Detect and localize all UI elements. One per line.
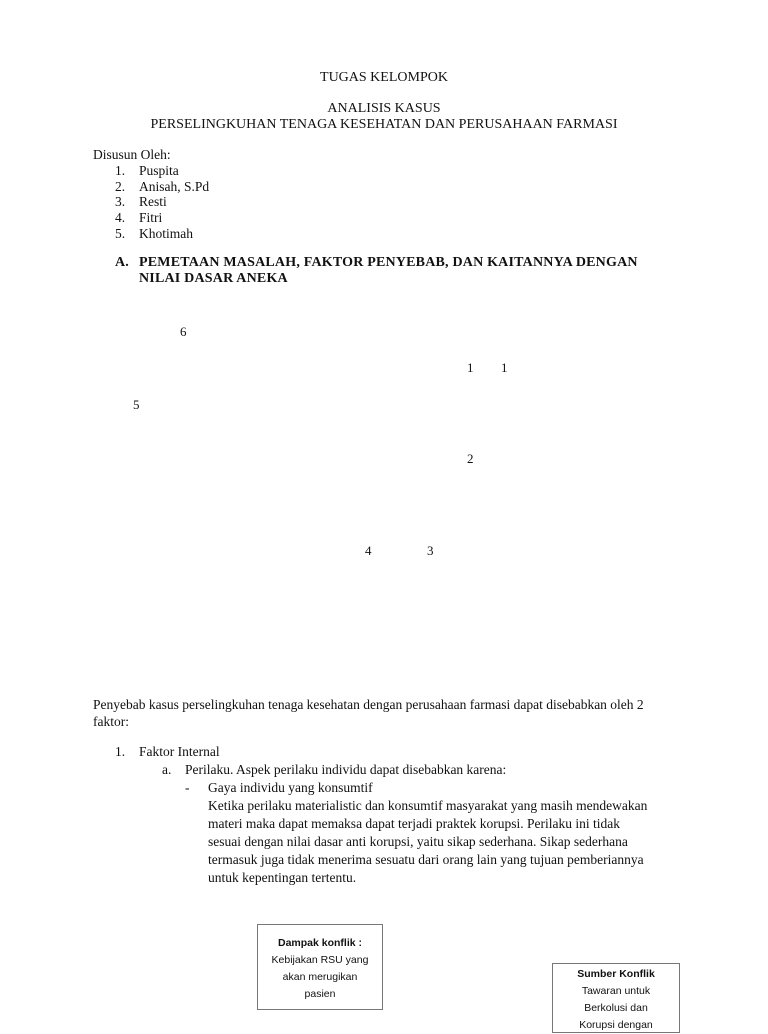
authors-label: Disusun Oleh: bbox=[93, 147, 171, 162]
paragraph-line: termasuk juga tidak menerima sesuatu dari orang lain yang tujuan pemberiannya bbox=[208, 852, 644, 867]
diagram-number: 6 bbox=[180, 324, 187, 339]
diagram-number: 5 bbox=[133, 397, 140, 412]
paragraph-line: Ketika perilaku materialistic dan konsumtif masyarakat yang masih mendewakan bbox=[208, 798, 648, 813]
impact-box-line: pasien bbox=[304, 988, 336, 1000]
source-box-line: Tawaran untuk bbox=[581, 985, 651, 997]
diagram-number: 1 bbox=[501, 360, 508, 375]
paragraph-line: untuk kepentingan tertentu. bbox=[208, 870, 357, 885]
author-name: Khotimah bbox=[139, 226, 193, 241]
author-number: 2. bbox=[115, 179, 126, 194]
author-name: Puspita bbox=[139, 163, 179, 178]
source-box-title: Sumber Konflik bbox=[577, 968, 655, 980]
diagram-number: 4 bbox=[365, 543, 372, 558]
section-letter: A. bbox=[115, 255, 130, 270]
intro-line: Penyebab kasus perselingkuhan tenaga kesehatan dengan perusahaan farmasi dapat disebabkan oleh 2 bbox=[93, 697, 644, 712]
author-name: Resti bbox=[139, 194, 167, 209]
author-number: 4. bbox=[115, 210, 126, 225]
impact-box-line: akan merugikan bbox=[282, 971, 358, 983]
sub-item-text: Perilaku. Aspek perilaku individu dapat disebabkan karena: bbox=[185, 762, 507, 777]
document-subtitle: ANALISIS KASUS bbox=[327, 101, 441, 116]
document-title: TUGAS KELOMPOK bbox=[320, 70, 448, 85]
diagram-number: 3 bbox=[427, 543, 434, 558]
author-name: Fitri bbox=[139, 210, 163, 225]
source-box-line: Berkolusi dan bbox=[584, 1002, 648, 1014]
document-subtitle-case: PERSELINGKUHAN TENAGA KESEHATAN DAN PERUSAHAAN FARMASI bbox=[150, 117, 618, 132]
bullet-dash: - bbox=[185, 780, 190, 795]
source-box bbox=[552, 963, 680, 1033]
impact-box-title: Dampak konflik : bbox=[277, 937, 363, 949]
impact-box bbox=[257, 924, 383, 1010]
bullet-title: Gaya individu yang konsumtif bbox=[208, 780, 373, 795]
paragraph-line: sesuai dengan nilai dasar anti korupsi, yaitu sikap sederhana. Sikap sederhana bbox=[208, 834, 628, 849]
paragraph-line: materi maka dapat memaksa dapat terjadi praktek korupsi. Perilaku ini tidak bbox=[208, 816, 620, 831]
diagram-number: 1 bbox=[467, 360, 474, 375]
impact-box-line: Kebijakan RSU yang bbox=[271, 954, 369, 966]
intro-line: faktor: bbox=[93, 714, 129, 729]
section-heading-line1: PEMETAAN MASALAH, FAKTOR PENYEBAB, DAN KAITANNYA DENGAN bbox=[139, 255, 638, 270]
factor-title: Faktor Internal bbox=[139, 744, 220, 759]
sub-item-letter: a. bbox=[162, 762, 172, 777]
source-box-line: Korupsi dengan bbox=[579, 1019, 653, 1031]
factor-number: 1. bbox=[115, 744, 126, 759]
section-heading-line2: NILAI DASAR ANEKA bbox=[139, 271, 288, 286]
author-name: Anisah, S.Pd bbox=[139, 179, 210, 194]
author-number: 5. bbox=[115, 226, 126, 241]
author-number: 3. bbox=[115, 194, 126, 209]
diagram-number: 2 bbox=[467, 451, 474, 466]
author-number: 1. bbox=[115, 163, 126, 178]
